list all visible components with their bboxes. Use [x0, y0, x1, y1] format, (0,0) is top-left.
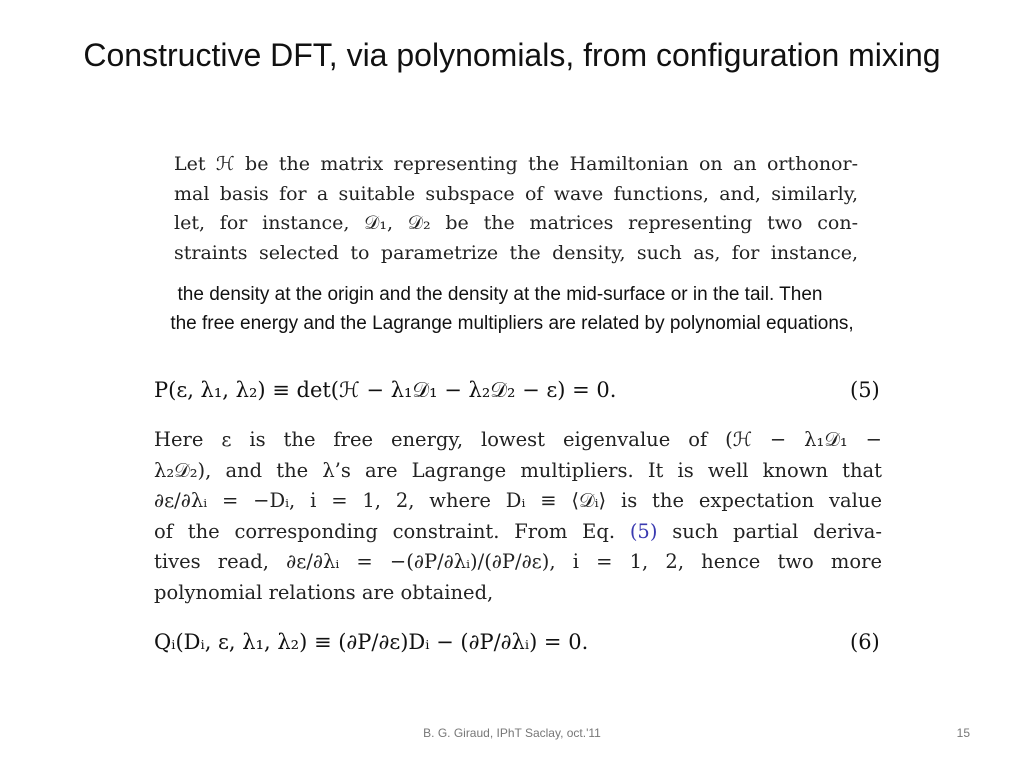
- equation-6: Qᵢ(Dᵢ, ε, λ₁, λ₂) ≡ (∂P/∂ε)Dᵢ − (∂P/∂λᵢ) = 0.: [154, 630, 589, 654]
- paragraph-text: such partial deriva-: [672, 519, 882, 543]
- paragraph-text: of the corresponding constraint. From Eq.: [154, 519, 616, 543]
- body-text-line: the free energy and the Lagrange multipliers are related by polynomial equations,: [170, 313, 854, 334]
- slide-footer: B. G. Giraud, IPhT Saclay, oct.'11: [423, 726, 601, 740]
- page-number: 15: [956, 726, 970, 740]
- definition-paragraph: [174, 150, 858, 268]
- body-text-line: the density at the origin and the density at the mid-surface or in the tail. Then: [177, 284, 823, 305]
- paragraph-line: λ₂𝒟₂), and the λ’s are Lagrange multipliers. It is well known that: [154, 458, 882, 482]
- slide-title: Constructive DFT, via polynomials, from configuration mixing: [83, 37, 941, 73]
- paragraph-line: ∂ε/∂λᵢ = −Dᵢ, i = 1, 2, where Dᵢ ≡ ⟨𝒟ᵢ⟩ is the expectation value: [154, 489, 882, 512]
- equation-reference-link[interactable]: (5): [629, 519, 658, 543]
- equation-5: P(ε, λ₁, λ₂) ≡ det(ℋ − λ₁𝒟₁ − λ₂𝒟₂ − ε) = 0.: [154, 378, 617, 402]
- paragraph-line: tives read, ∂ε/∂λᵢ = −(∂P/∂λᵢ)/(∂P/∂ε), i = 1, 2, hence two more: [154, 550, 882, 573]
- equation-number: (5): [850, 378, 880, 402]
- paragraph-line: Let ℋ be the matrix representing the Hamiltonian on an orthonor-: [174, 153, 858, 175]
- paragraph-line: polynomial relations are obtained,: [154, 580, 494, 604]
- paragraph-line: Here ε is the free energy, lowest eigenvalue of (ℋ − λ₁𝒟₁ −: [154, 428, 882, 451]
- paragraph-line: let, for instance, 𝒟₁, 𝒟₂ be the matrices representing two con-: [174, 212, 858, 234]
- paragraph-line: mal basis for a suitable subspace of wave functions, and, similarly,: [174, 182, 858, 205]
- equation-number: (6): [850, 630, 880, 654]
- explanation-paragraph: [154, 425, 882, 608]
- paragraph-line: [154, 517, 882, 548]
- paragraph-line: straints selected to parametrize the density, such as, for instance,: [174, 241, 858, 264]
